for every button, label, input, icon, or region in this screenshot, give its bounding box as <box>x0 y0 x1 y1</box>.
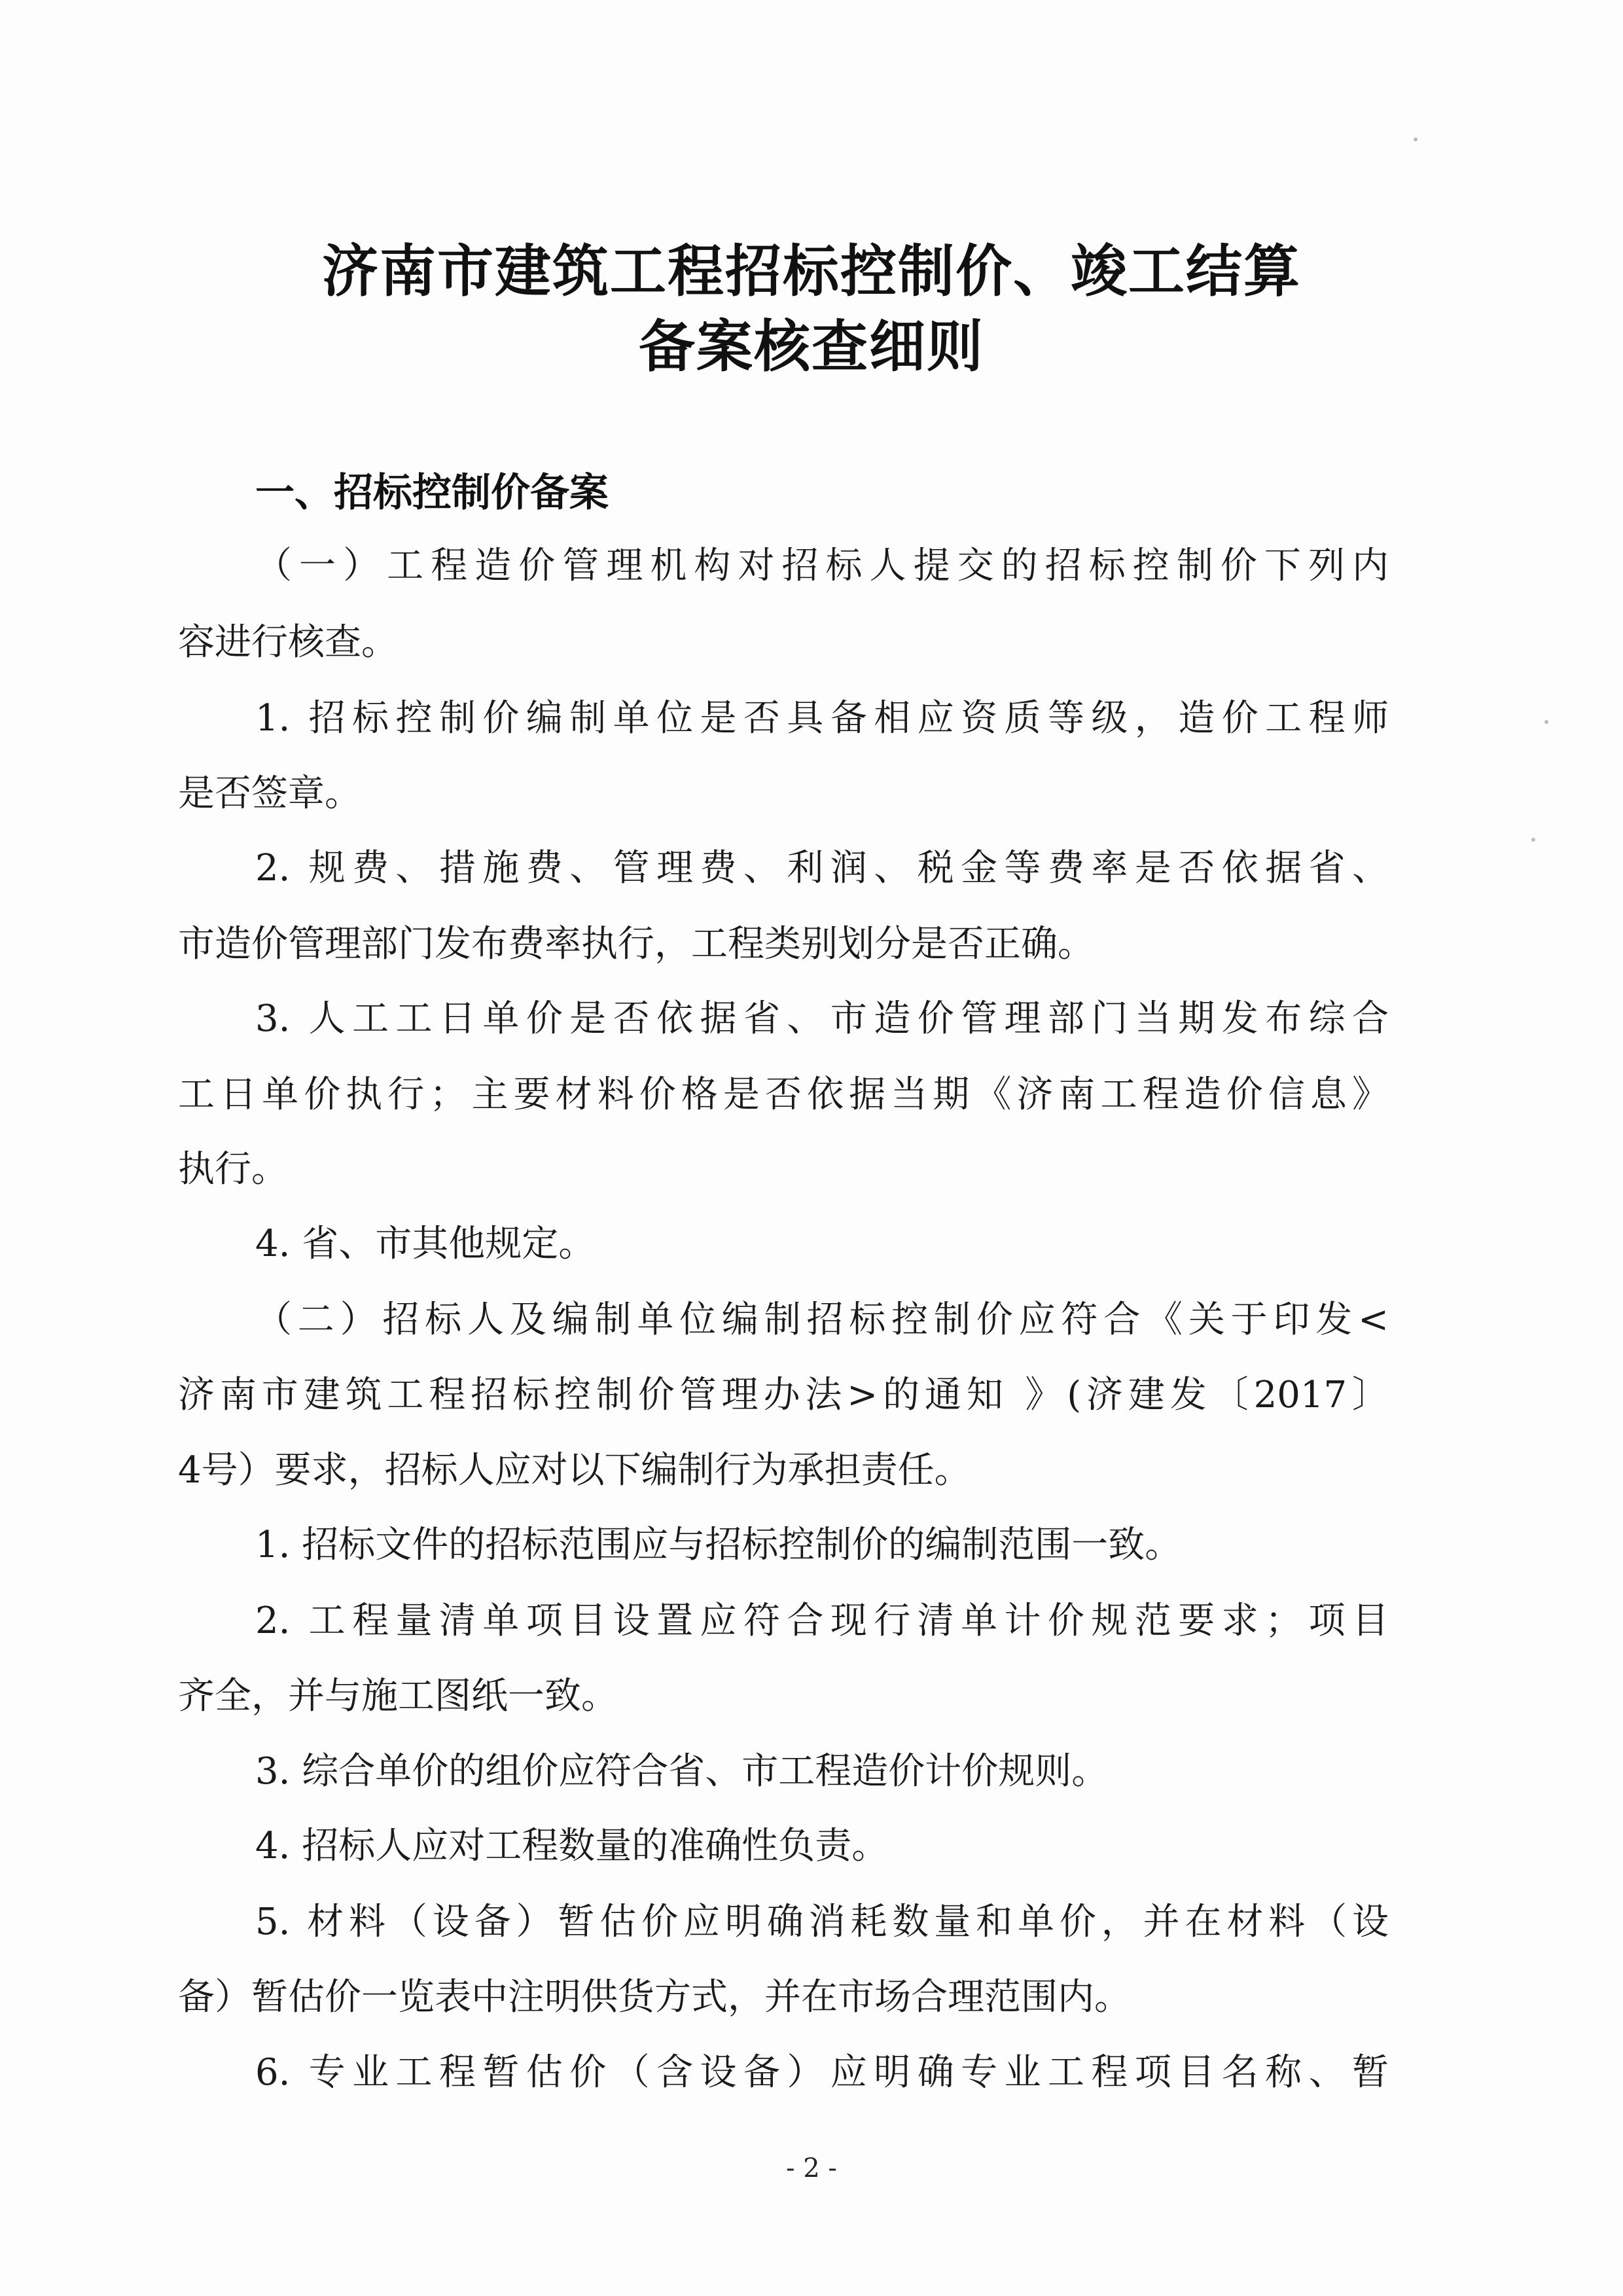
body-line: 是否签章。 <box>178 772 361 815</box>
body-line: 4. 省、市其他规定。 <box>255 1223 596 1265</box>
body-line: 1. 招标控制价编制单位是否具备相应资质等级，造价工程师 <box>255 697 1389 740</box>
body-line: 4. 招标人应对工程数量的准确性负责。 <box>255 1825 889 1867</box>
body-line: 1. 招标文件的招标范围应与招标控制价的编制范围一致。 <box>255 1524 1182 1566</box>
document-title-line-1: 济南市建筑工程招标控制价、竣工结算 <box>322 238 1301 304</box>
body-line: 4号）要求，招标人应对以下编制行为承担责任。 <box>178 1449 971 1492</box>
body-line: 容进行核查。 <box>178 621 398 664</box>
body-line: 工日单价执行；主要材料价格是否依据当期《济南工程造价信息》 <box>178 1073 1389 1116</box>
body-line: 5. 材料（设备）暂估价应明确消耗数量和单价，并在材料（设 <box>255 1901 1389 1943</box>
document-title-line-2: 备案核查细则 <box>639 314 984 380</box>
body-line: 3. 人工工日单价是否依据省、市造价管理部门当期发布综合 <box>255 997 1389 1040</box>
body-line: 济南市建筑工程招标控制价管理办法>的通知 》(济建发〔2017〕 <box>178 1374 1389 1416</box>
body-line: 齐全，并与施工图纸一致。 <box>178 1675 618 1717</box>
body-line: （二）招标人及编制单位编制招标控制价应符合《关于印发< <box>255 1299 1389 1341</box>
scan-speck <box>1414 137 1418 141</box>
body-line: 2. 规费、措施费、管理费、利润、税金等费率是否依据省、 <box>255 847 1389 889</box>
body-line: （一）工程造价管理机构对招标人提交的招标控制价下列内 <box>255 545 1389 587</box>
scan-speck <box>1531 838 1535 842</box>
body-line: 3. 综合单价的组价应符合省、市工程造价计价规则。 <box>255 1750 1109 1793</box>
scan-speck <box>1544 720 1548 724</box>
body-line: 6. 专业工程暂估价（含设备）应明确专业工程项目名称、暂 <box>255 2051 1389 2094</box>
section-heading: 一、招标控制价备案 <box>255 470 609 516</box>
body-line: 执行。 <box>178 1148 288 1191</box>
page-number: - 2 - <box>786 2153 837 2183</box>
body-line: 2. 工程量清单项目设置应符合现行清单计价规范要求；项目 <box>255 1600 1389 1642</box>
body-line: 市造价管理部门发布费率执行，工程类别划分是否正确。 <box>178 923 1094 965</box>
body-line: 备）暂估价一览表中注明供货方式，并在市场合理范围内。 <box>178 1976 1131 2018</box>
